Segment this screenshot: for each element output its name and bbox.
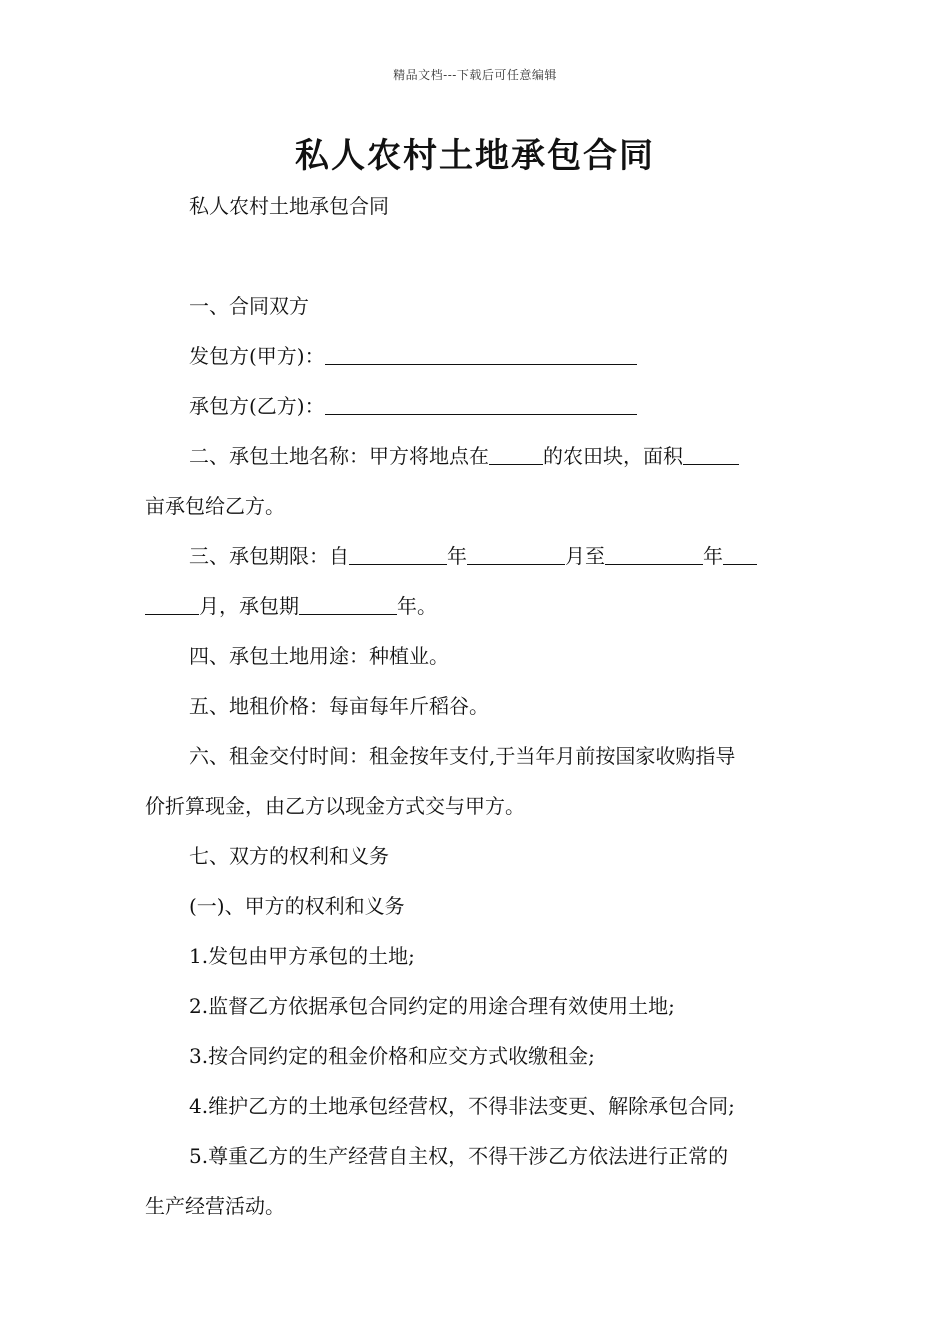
- party-b-line: [145, 381, 810, 431]
- section-7-subheading: (一)、甲方的权利和义务: [189, 894, 405, 918]
- end-month-blank-part-2: [145, 594, 199, 615]
- start-year-blank: [349, 544, 447, 565]
- section-2-text-b: 的农田块，面积: [543, 444, 683, 468]
- section-2-line-1: [145, 431, 810, 481]
- section-3-text-b: 年: [447, 544, 467, 568]
- term-years-blank: [299, 594, 397, 615]
- section-3-text-c: 月至: [565, 544, 605, 568]
- section-3-text-a: 三、承包期限：自: [189, 544, 349, 568]
- party-a-blank: [325, 344, 637, 365]
- section-3-line-1: [145, 531, 810, 581]
- party-a-line: [145, 331, 810, 381]
- section-6-line-2: 价折算现金，由乙方以现金方式交与甲方。: [145, 794, 525, 818]
- list-item-5-line-2: 生产经营活动。: [145, 1194, 285, 1218]
- section-6-line-1: 六、租金交付时间：租金按年支付,于当年月前按国家收购指导: [189, 744, 736, 768]
- location-blank: [489, 444, 543, 465]
- list-item-4: 4.维护乙方的土地承包经营权，不得非法变更、解除承包合同;: [189, 1094, 735, 1118]
- section-3-line-2: [145, 581, 810, 631]
- document-subtitle: 私人农村土地承包合同: [189, 194, 389, 218]
- list-item-2: 2.监督乙方依据承包合同约定的用途合理有效使用土地;: [189, 994, 675, 1018]
- area-blank: [683, 444, 739, 465]
- header-note: 精品文档---下载后可任意编辑: [393, 68, 557, 82]
- list-item-1: 1.发包由甲方承包的土地;: [189, 944, 415, 968]
- list-item-3: 3.按合同约定的租金价格和应交方式收缴租金;: [189, 1044, 595, 1068]
- section-3-text-d: 年: [703, 544, 723, 568]
- section-1-heading: 一、合同双方: [189, 294, 309, 318]
- section-4: 四、承包土地用途：种植业。: [189, 644, 449, 668]
- party-b-label: 承包方(乙方)：: [189, 394, 325, 418]
- party-a-label: 发包方(甲方)：: [189, 344, 325, 368]
- start-month-blank: [467, 544, 565, 565]
- section-5: 五、地租价格：每亩每年斤稻谷。: [189, 694, 489, 718]
- section-2-line-2: 亩承包给乙方。: [145, 494, 285, 518]
- document-body: [145, 181, 810, 1231]
- section-3-text-e: 月，承包期: [199, 594, 299, 618]
- end-year-blank: [605, 544, 703, 565]
- section-3-text-f: 年。: [397, 594, 437, 618]
- party-b-blank: [325, 394, 637, 415]
- section-7-heading: 七、双方的权利和义务: [189, 844, 389, 868]
- list-item-5-line-1: 5.尊重乙方的生产经营自主权，不得干涉乙方依法进行正常的: [189, 1144, 729, 1168]
- document-title: 私人农村土地承包合同: [295, 136, 655, 176]
- section-2-text-a: 二、承包土地名称：甲方将地点在: [189, 444, 489, 468]
- blank-spacer: [145, 231, 810, 281]
- end-month-blank-part-1: [723, 544, 757, 565]
